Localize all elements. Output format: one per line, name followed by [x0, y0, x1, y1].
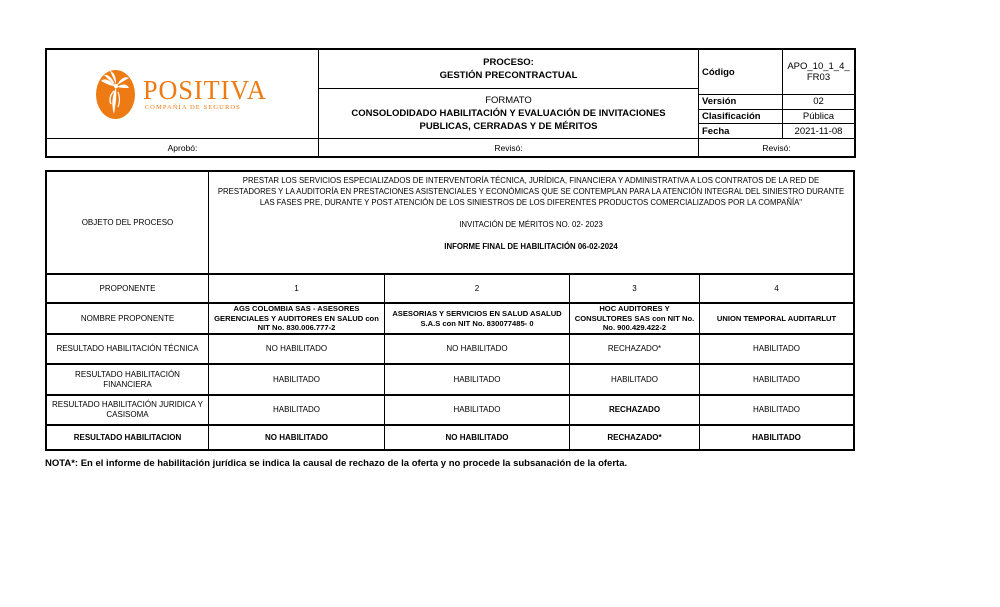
- row-label-proponente: PROPONENTE: [47, 273, 208, 302]
- cell-juridica-p2: HABILITADO: [384, 394, 569, 424]
- meta-value-version: 02: [813, 96, 824, 108]
- process-name: GESTIÓN PRECONTRACTUAL: [439, 70, 578, 81]
- row-label-tecnica: RESULTADO HABILITACIÓN TÉCNICA: [47, 333, 208, 363]
- cell-name-p1: AGS COLOMBIA SAS - ASESORES GERENCIALES Y AUDITORES EN SALUD con NIT No. 830.006.777-2: [208, 302, 384, 333]
- meta-row-version: [699, 95, 854, 110]
- cell-juridica-p4: HABILITADO: [699, 394, 853, 424]
- row-label-juridica: RESULTADO HABILITACIÓN JURIDICA Y CASISOMA: [47, 394, 208, 424]
- signoff-aprobo: Aprobó:: [167, 142, 198, 153]
- objeto-label-cell: OBJETO DEL PROCESO: [81, 217, 174, 227]
- header-main-band: [47, 50, 854, 138]
- cell-financiera-p4: HABILITADO: [699, 363, 853, 394]
- format-name: CONSOLODIDADO HABILITACIÓN Y EVALUACIÓN DE INVITACIONES PUBLICAS, CERRADAS Y DE MÉRITOS: [351, 108, 666, 132]
- cell-final-p2: NO HABILITADO: [384, 424, 569, 449]
- header-table: [45, 48, 856, 158]
- meta-value-fecha: 2021-11-08: [794, 125, 843, 137]
- cell-tecnica-p2: NO HABILITADO: [384, 333, 569, 363]
- process-title: [319, 50, 698, 89]
- cell-num-p2: 2: [384, 273, 569, 302]
- signoff-reviso-1: Revisó:: [318, 139, 699, 156]
- objeto-content-cell: [208, 172, 853, 273]
- positiva-logo: [95, 69, 271, 120]
- objeto-report: INFORME FINAL DE HABILITACIÓN 06-02-2024: [444, 242, 618, 251]
- meta-label-clasificacion: Clasificación: [699, 110, 783, 124]
- objeto-text: PRESTAR LOS SERVICIOS ESPECIALIZADOS DE INTERVENTORÍA TÉCNICA, JURÍDICA, FINANCIERA Y ADMINISTRATIVA A LOS CONTRATOS DE LA RED DE PRESTADORES Y LA AUDITORÍA EN PRESTACIONES ASISTENCIALES Y ECONÓMICAS QUE SE CONTEMPLAN PARA LA ATENCIÓN INTEGRAL DEL SINIESTRO DURANTE LAS FASES PRE, DURANTE Y POST ATENCIÓN DE LOS SINIESTROS DE LOS DIFERENTES PRODUCTOS COMERCIALIZADOS POR LA COMPAÑÍA": [217, 176, 845, 207]
- meta-row-clasificacion: [699, 110, 854, 125]
- signoff-reviso-2: Revisó:: [762, 142, 791, 153]
- cell-tecnica-p1: NO HABILITADO: [208, 333, 384, 363]
- meta-row-fecha: [699, 124, 854, 138]
- cell-financiera-p1: HABILITADO: [208, 363, 384, 394]
- row-label-final: RESULTADO HABILITACION: [47, 424, 208, 449]
- cell-tecnica-p3: RECHAZADO*: [569, 333, 699, 363]
- meta-cell: [699, 50, 854, 138]
- brand-name: POSITIVA: [142, 74, 267, 105]
- rejection-note: NOTA*: En el informe de habilitación jurídica se indica la causal de rechazo de la oferta y no procede la subsanación de la oferta.: [45, 458, 628, 469]
- meta-value-clasificacion: Pública: [802, 110, 835, 122]
- meta-label-version: Versión: [699, 95, 783, 109]
- logo-cell: [47, 50, 318, 138]
- cell-final-p4: HABILITADO: [699, 424, 853, 449]
- signoff-row: [47, 138, 854, 156]
- row-label-financiera: RESULTADO HABILITACIÓN FINANCIERA: [47, 363, 208, 394]
- meta-label-codigo: Código: [699, 50, 783, 94]
- row-label-nombre: NOMBRE PROPONENTE: [47, 302, 208, 333]
- cell-num-p3: 3: [569, 273, 699, 302]
- logo-text: [142, 74, 271, 112]
- positiva-emblem-icon: [95, 69, 136, 120]
- cell-name-p2: ASESORIAS Y SERVICIOS EN SALUD ASALUD S.A.S con NIT No. 830077485- 0: [384, 302, 569, 333]
- cell-final-p1: NO HABILITADO: [208, 424, 384, 449]
- title-cell: [318, 50, 699, 138]
- process-label: PROCESO:: [483, 57, 534, 68]
- meta-row-codigo: [699, 50, 854, 95]
- cell-tecnica-p4: HABILITADO: [699, 333, 853, 363]
- cell-juridica-p1: HABILITADO: [208, 394, 384, 424]
- meta-value-codigo: APO_10_1_4_FR03: [787, 61, 850, 83]
- cell-num-p1: 1: [208, 273, 384, 302]
- cell-financiera-p2: HABILITADO: [384, 363, 569, 394]
- cell-num-p4: 4: [699, 273, 853, 302]
- format-title: [319, 89, 698, 138]
- evaluation-table: [45, 170, 855, 451]
- format-label: FORMATO: [485, 95, 532, 106]
- cell-name-p3: HOC AUDITORES Y CONSULTORES SAS con NIT No. No. 900.429.422-2: [569, 302, 699, 333]
- cell-final-p3: RECHAZADO*: [569, 424, 699, 449]
- meta-label-fecha: Fecha: [699, 124, 783, 138]
- cell-financiera-p3: HABILITADO: [569, 363, 699, 394]
- cell-juridica-p3: RECHAZADO: [569, 394, 699, 424]
- objeto-invitation: INVITACIÓN DE MÉRITOS NO. 02- 2023: [459, 220, 603, 229]
- cell-name-p4: UNION TEMPORAL AUDITARLUT: [699, 302, 853, 333]
- brand-tagline: COMPAÑÍA DE SEGUROS: [144, 103, 241, 111]
